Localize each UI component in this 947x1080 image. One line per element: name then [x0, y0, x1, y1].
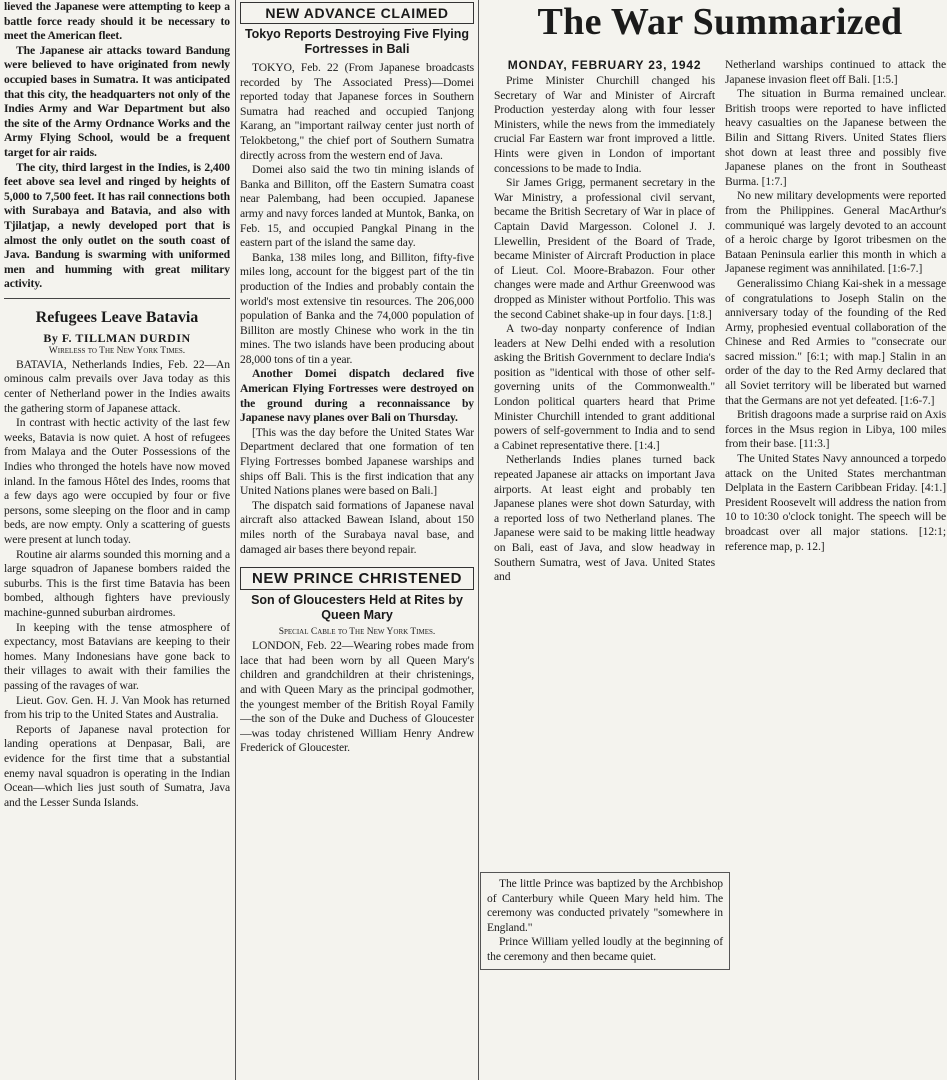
advance-headline: NEW ADVANCE CLAIMED	[240, 2, 474, 24]
column-2	[240, 0, 474, 1076]
summary-columns	[494, 58, 946, 585]
prince-subhead: Son of Gloucesters Held at Rites by Queen Mary	[251, 593, 463, 623]
prince-continuation	[480, 872, 730, 970]
refugees-credit: Wireless to The New York Times.	[48, 345, 186, 356]
summary-right	[725, 58, 946, 585]
advance-para-3: Banka, 138 miles long, and Billiton, fifty-five miles long, account for the biggest part of the tin production of the Indies and probably contain the world's most extensive tin resources. The 206,000 population of Banka and the 74,000 population of Billiton are mostly Chinese who work in the tin mines. The two islands have been producing about 28,000 tons of tin a year.	[240, 250, 474, 366]
prince-credit: Special Cable to The New York Times.	[278, 627, 436, 638]
refugees-para-5: Lieut. Gov. Gen. H. J. Van Mook has returned from his trip to the United States and Australia.	[4, 693, 230, 722]
refugees-byline: By F. TILLMAN DURDIN	[43, 330, 191, 345]
summary-right-para-3: No new military developments were reported from the Philippines. General MacArthur's communiqué was largely devoted to an account of a heroic charge by Igorot tribesmen on the Bataan Peninsula earlier this month in which a Japanese regiment was annihilated. [1:6-7.]	[725, 189, 946, 276]
advance-para-4: Another Domei dispatch declared five American Flying Fortresses were destroyed on the ground during a reconnaissance by Japanese navy planes over Bali on Thursday.	[240, 367, 474, 425]
refugees-para-3: Routine air alarms sounded this morning and a large squadron of Japanese bombers raided the suburbs. This is the first time Batavia has been bombed, although fighters have previously machine-gunned suburban airdromes.	[4, 547, 230, 619]
prince-cont-para-1: The little Prince was baptized by the Archbishop of Canterbury while Queen Mary held him. The ceremony was conducted privately "somewhere in England."	[487, 877, 723, 934]
summary-right-para-5: British dragoons made a surprise raid on Axis forces in the Msus region in Libya, 100 miles from their base. [11:3.]	[725, 408, 946, 451]
refugees-para-6: Reports of Japanese naval protection for landing operations at Denpasar, Bali, are evidence for the first time that a substantial enemy naval squadron is operating in the Indian Ocean—which lies just south of Sumatra, Java and the Lesser Sunda Islands.	[4, 722, 230, 809]
advance-subhead: Tokyo Reports Destroying Five Flying Fortresses in Bali	[244, 27, 470, 56]
summary-left-para-2: Sir James Grigg, permanent secretary in the War Ministry, a professional civil servant, became the British Secretary of War in place of Captain David Margesson. Colonel J. J. Llewellin, President of the Board of Trade, became Minister of Aircraft Production in place of Lieut. Col. Moore-Brabazon. Four other changes were made and Arthur Greenwood was dropped as Minister without Portfolio. This was the second Cabinet shake-up in four days. [1:8.]	[494, 176, 715, 321]
col1-para-3: The city, third largest in the Indies, is 2,400 feet above sea level and ringed by heights of 5,000 to 7,500 feet. It has rail connections both with Surabaya and Batavia, and also with Tjilatjap, a newly developed port that is almost the only outlet on the south coast of Java. Bandung is swarming with uniformed men and humming with great military activity.	[4, 160, 230, 291]
advance-para-2: Domei also said the two tin mining islands of Banka and Billiton, off the Eastern Sumatra coast near Palembang, had been occupied. Japanese army and navy forces landed at Muntok, Banka, on Feb. 15, and occupied Pangkal Pinang in the eastern part of the island the same day.	[240, 163, 474, 250]
war-summarized-title: The War Summarized	[537, 1, 903, 43]
refugees-para-2: In contrast with hectic activity of the last few weeks, Batavia is now quiet. A host of refugees from Malaya and the Outer Possessions of the Indies who thronged the hotels have now moved inland. In the famous Hôtel des Indes, rooms that a few days ago were occupied by four or five persons, some sleeping on the floor and in camp beds, are now empty. Only a scattering of guests were present at lunch today.	[4, 416, 230, 546]
prince-para-1: LONDON, Feb. 22—Wearing robes made from lace that had been worn by all Queen Mary's children and grandchildren at their christenings, and with Queen Mary as the principal godmother, the youngest member of the British Royal Family—the son of the Duke and Duchess of Gloucester—was today christened William Henry Andrew Frederick of Gloucester.	[240, 639, 474, 755]
summary-left-para-3: A two-day nonparty conference of Indian leaders at New Delhi ended with a resolution asking the British Government to declare India's position as "identical with those of other self-governing units of the Commonwealth." London political quarters heard that Prime Minister Churchill intended to grant additional powers of self-government to India and to send a Cabinet representative there. [1:4.]	[494, 322, 715, 452]
prince-cont-para-2: Prince William yelled loudly at the beginning of the ceremony and then became quiet.	[487, 935, 723, 963]
column-rule-left	[235, 0, 236, 1080]
summary-right-para-6: The United States Navy announced a torpedo attack on the United States merchantman Delplata in the Eastern Caribbean Friday. [4:1.] President Roosevelt will address the nation from 10 to 10:30 o'clock tonight. The speech will be broadcast over all major stations. [12:1; reference map, p. 12.]	[725, 452, 946, 553]
summary-right-para-2: The situation in Burma remained unclear. British troops were reported to have inflicted heavy casualties on the Japanese between the Bilin and Sittang Rivers. United States fliers shot down at least three and possibly five Japanese planes on the front in Southeast Burma. [1:7.]	[725, 87, 946, 188]
column-rule-right	[478, 0, 479, 1080]
refugees-para-4: In keeping with the tense atmosphere of expectancy, most Batavians are keeping to their homes. Many Indonesians have gone back to their villages to await with their families the passing of the ravages of war.	[4, 620, 230, 692]
prince-headline: NEW PRINCE CHRISTENED	[240, 567, 474, 590]
advance-para-5: [This was the day before the United States War Department declared that one formation of ten Flying Fortresses bombed Japanese warships and ships off Bali. This is the first indication that any United Nations planes were based on Bali.]	[240, 425, 474, 498]
refugees-para-1: BATAVIA, Netherlands Indies, Feb. 22—An ominous calm prevails over Java today as this center of Netherland power in the Indies awaits the gathering storm of Japanese attack.	[4, 357, 230, 415]
refugees-headline: Refugees Leave Batavia	[35, 308, 199, 326]
summary-left	[494, 58, 715, 585]
advance-para-1: TOKYO, Feb. 22 (From Japanese broadcasts recorded by The Associated Press)—Domei reported today that Japanese forces in Southern Sumatra had reached and occupied Tanjong Karang, an "important railway center just north of Telokbetong," the chief port of Southern Sumatra directly across from the western end of Java.	[240, 61, 474, 162]
advance-para-6: The dispatch said formations of Japanese naval aircraft also attacked Bawean Island, about 150 miles north of the Surabaya naval base, and damaged air bases there beyond repair.	[240, 498, 474, 556]
summary-date: MONDAY, FEBRUARY 23, 1942	[507, 58, 702, 72]
summary-right-para-4: Generalissimo Chiang Kai-shek in a message of congratulations to Joseph Stalin on the anniversary today of the founding of the Red Army, prophesied eventual collaboration of the Chinese and Red Armies to "consecrate our sacred mission." [6:1; with map.] Stalin in an order of the day to the Red Army declared that all Soviet territory will be liberated but warned that the Germans are not yet defeated. [1:6-7.]	[725, 276, 946, 407]
summary-right-para-1: Netherland warships continued to attack the Japanese invasion fleet off Bali. [1:5.]	[725, 58, 946, 86]
col1-para-2: The Japanese air attacks toward Bandung were believed to have originated from newly occupied bases in Sumatra. It was anticipated that this city, the headquarters not only of the Indies Army and War Department but also the site of the Army Ordnance Works and the Army Flying School, would be a frequent target for air raids.	[4, 43, 230, 159]
summary-left-para-1: Prime Minister Churchill changed his Secretary of War and Minister of Aircraft Production yesterday along with four lesser Ministers, while the news from the immediately crucial Far Eastern war front improved a little. Hints were given in London of important concessions to be made to India.	[494, 74, 715, 175]
col1-para-1: lieved the Japanese were attempting to keep a battle force ready should it be necessary to meet the American fleet.	[4, 0, 230, 43]
summary-left-para-4: Netherlands Indies planes turned back repeated Japanese air attacks on important Java airports. At least eight and probably ten Japanese planes were shot down Saturday, with a reported loss of two Netherland planes. The Japanese were said to be making little headway on Bali, east of Java, and slow headway in Southern Sumatra, west of Java. United States and	[494, 453, 715, 584]
column-1	[4, 0, 230, 1076]
section-divider	[4, 298, 230, 299]
